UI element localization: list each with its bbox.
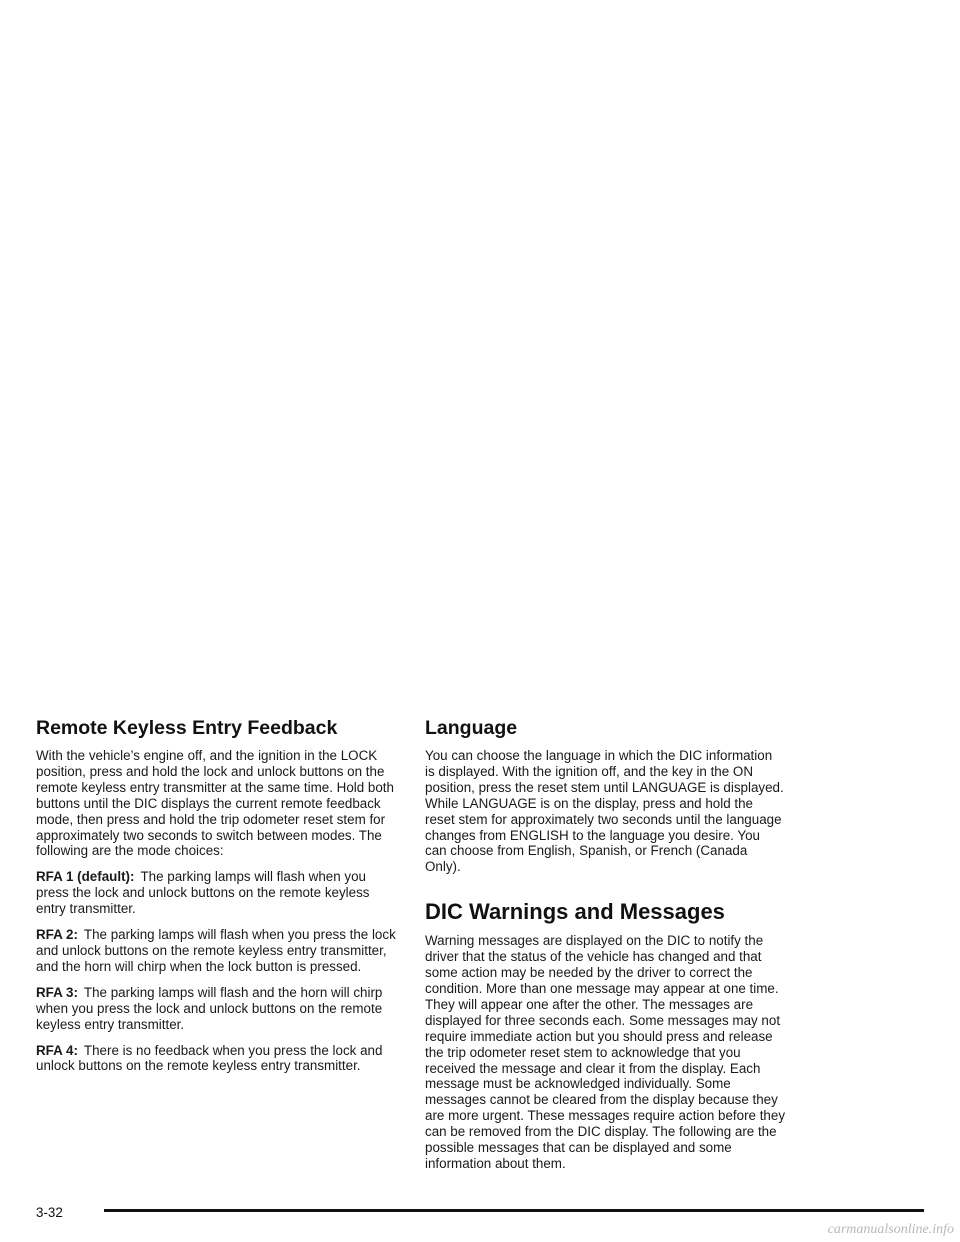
footer-rule	[104, 1209, 924, 1212]
mode-term: RFA 4:	[36, 1042, 78, 1058]
page-number: 3-32	[36, 1205, 63, 1220]
section-title-remote-keyless-entry-feedback: Remote Keyless Entry Feedback	[36, 717, 338, 739]
mode-term: RFA 3:	[36, 984, 78, 1000]
mode-description: The parking lamps will flash when you press the lock and unlock buttons on the remote keyless entry transmitter, and the horn will chirp when the lock button is pressed.	[36, 927, 396, 974]
section-spacer	[425, 885, 785, 899]
mode-description: The parking lamps will flash when you press the lock and unlock buttons on the remote keyless entry transmitter.	[36, 869, 370, 917]
section-title-language: Language	[425, 717, 518, 739]
mode-item-rfa3	[36, 985, 396, 1033]
mode-item-rfa1	[36, 869, 396, 917]
right-column	[425, 716, 785, 1182]
left-column	[36, 716, 396, 1084]
mode-term: RFA 1 (default):	[36, 869, 135, 885]
intro-paragraph: With the vehicle’s engine off, and the ignition in the LOCK position, press and hold the lock and unlock buttons on the remote keyless entry transmitter at the same time. Hold both buttons until the DIC displays the current remote feedback mode, then press and hold the trip odometer reset stem for approximately two seconds to switch between modes. The following are the mode choices:	[36, 748, 394, 859]
language-paragraph: You can choose the language in which the DIC information is displayed. With the ignition off, and the key in the ON position, press the reset stem until LANGUAGE is displayed. While LANGUAGE is on the display, press and hold the reset stem for approximately two seconds until the language changes from ENGLISH to the language you desire. You can choose from English, Spanish, or French (Canada Only).	[425, 748, 784, 875]
mode-term: RFA 2:	[36, 927, 78, 943]
mode-item-rfa4	[36, 1043, 396, 1075]
mode-item-rfa2	[36, 927, 396, 975]
mode-description: There is no feedback when you press the lock and unlock buttons on the remote keyless entry transmitter.	[36, 1042, 383, 1074]
dic-paragraph: Warning messages are displayed on the DIC to notify the driver that the status of the vehicle has changed and that some action may be needed by the driver to correct the condition. More than one message may appear at one time. They will appear one after the other. The messages are displayed for three seconds each. Some messages may not require immediate action but you should press and release the trip odometer reset stem to acknowledge that you received the message and clear it from the display. Each message must be acknowledged individually. Some messages cannot be cleared from the display because they are more urgent. These messages require action before they can be removed from the DIC display. The following are the possible messages that can be displayed and some information about them.	[425, 933, 786, 1171]
section-title-dic-warnings: DIC Warnings and Messages	[425, 899, 725, 925]
watermark: carmanualsonline.info	[827, 1222, 954, 1237]
mode-description: The parking lamps will flash and the horn will chirp when you press the lock and unlock buttons on the remote keyless entry transmitter.	[36, 984, 383, 1032]
